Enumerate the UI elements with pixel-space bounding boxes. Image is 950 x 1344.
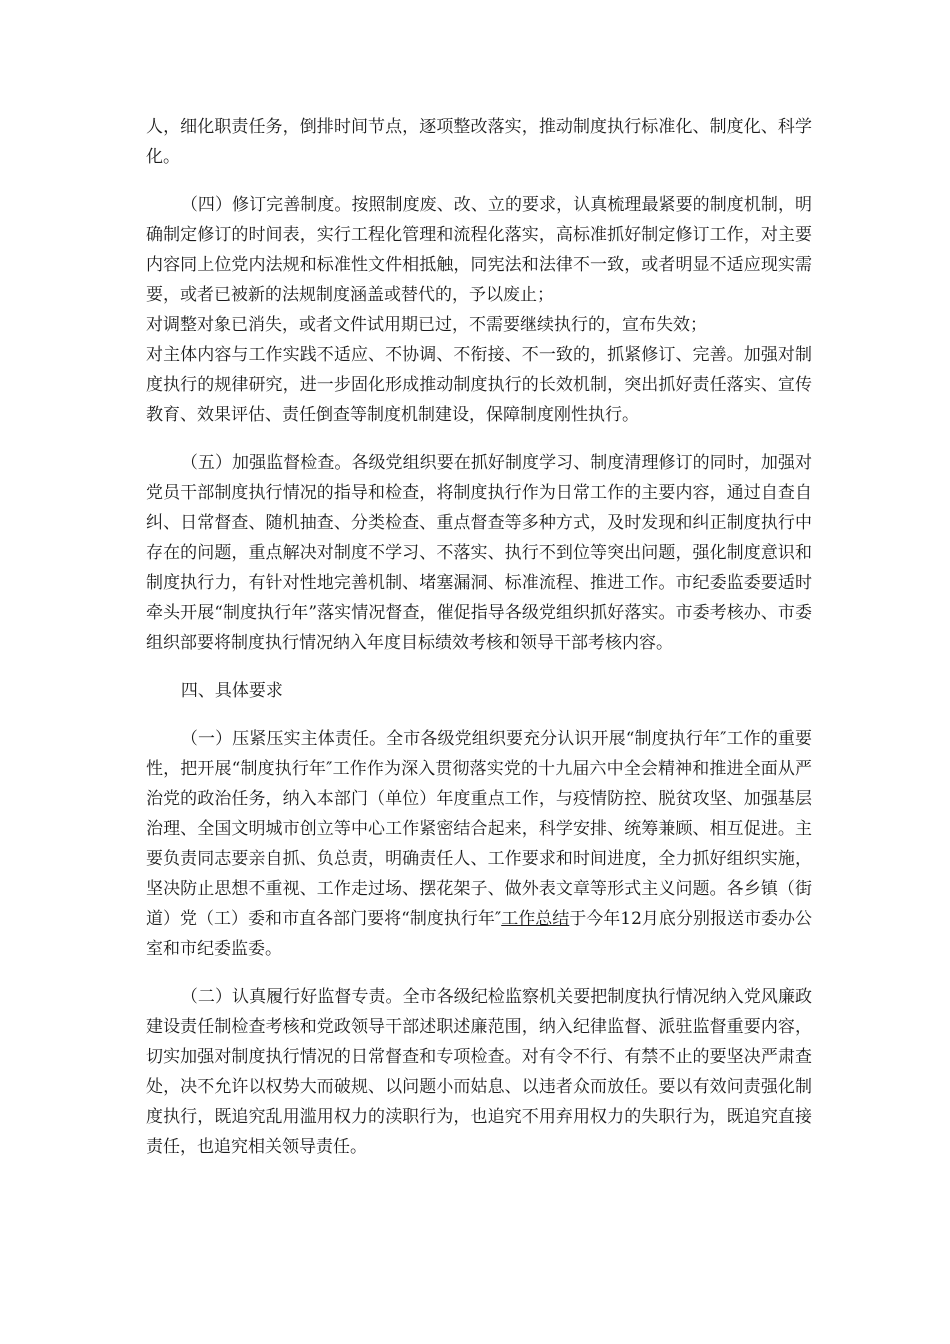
requirement-1-text: （一）压紧压实主体责任。全市各级党组织要充分认识开展“制度执行年″工作的重要性，把开展“制度执行年″工作作为深入贯彻落实党的十九届六中全会精神和推进全面从严治党的政治任务，纳入本部门（单位）年度重点工作，与疫情防控、脱贫攻坚、加强基层治理、全国文明城市创立等中心工作紧密结合起来，科学安排、统筹兼顾、相互促进。主要负责同志要亲自抓、负总责，明确责任人、工作要求和时间进度，全力抓好组织实施，坚决防止思想不重视、工作走过场、摆花架子、做外表文章等形式主义问题。各乡镇（街道）党（工）委和市直各部门要将“制度执行年″ [146, 729, 812, 929]
requirement-1-main-responsibility [146, 724, 812, 964]
heading-specific-requirements: 四、具体要求 [180, 681, 283, 701]
section-5-supervision: （五）加强监督检查。各级党组织要在抓好制度学习、制度清理修订的同时，加强对党员干部制度执行情况的指导和检查，将制度执行作为日常工作的主要内容，通过自查自纠、日常督查、随机抽查、分类检查、重点督查等多种方式，及时发现和纠正制度执行中存在的问题，重点解决对制度不学习、不落实、执行不到位等突出问题，强化制度意识和制度执行力，有针对性地完善机制、堵塞漏洞、标准流程、推进工作。市纪委监委要适时牵头开展“制度执行年”落实情况督查，催促指导各级党组织抓好落实。市委考核办、市委组织部要将制度执行情况纳入年度目标绩效考核和领导干部考核内容。 [146, 453, 812, 653]
work-summary-link[interactable]: 工作总结 [501, 909, 570, 929]
paragraph-continuation: 人，细化职责任务，倒排时间节点，逐项整改落实，推动制度执行标准化、制度化、科学化。 [146, 117, 812, 167]
paragraph-invalidate: 对调整对象已消失，或者文件试用期已过，不需要继续执行的，宣布失效； [146, 315, 707, 335]
section-4-revise-system: （四）修订完善制度。按照制度废、改、立的要求，认真梳理最紧要的制度机制，明确制定修订的时间表，实行工程化管理和流程化落实，高标准抓好制定修订工作，对主要内容同上位党内法规和标准性文件相抵触，同宪法和法律不一致，或者明显不适应现实需要，或者已被新的法规制度涵盖或替代的，予以废止； [146, 195, 812, 305]
document-page [146, 112, 812, 1162]
requirement-1-text-end: 于今年12月底分别报送市委办公室和市纪委监委。 [146, 909, 813, 959]
requirement-2-supervision-duty: （二）认真履行好监督专责。全市各级纪检监察机关要把制度执行情况纳入党风廉政建设责任制检查考核和党政领导干部述职述廉范围，纳入纪律监督、派驻监督重要内容，切实加强对制度执行情况的日常督查和专项检查。对有令不行、有禁不止的要坚决严肃查处，决不允许以权势大而破规、以问题小而姑息、以违者众而放任。要以有效问责强化制度执行，既追究乱用滥用权力的渎职行为，也追究不用弃用权力的失职行为，既追究直接责任，也追究相关领导责任。 [146, 987, 812, 1157]
paragraph-amend: 对主体内容与工作实践不适应、不协调、不衔接、不一致的，抓紧修订、完善。加强对制度执行的规律研究，进一步固化形成推动制度执行的长效机制，突出抓好责任落实、宣传教育、效果评估、责任倒查等制度机制建设，保障制度刚性执行。 [146, 345, 812, 425]
